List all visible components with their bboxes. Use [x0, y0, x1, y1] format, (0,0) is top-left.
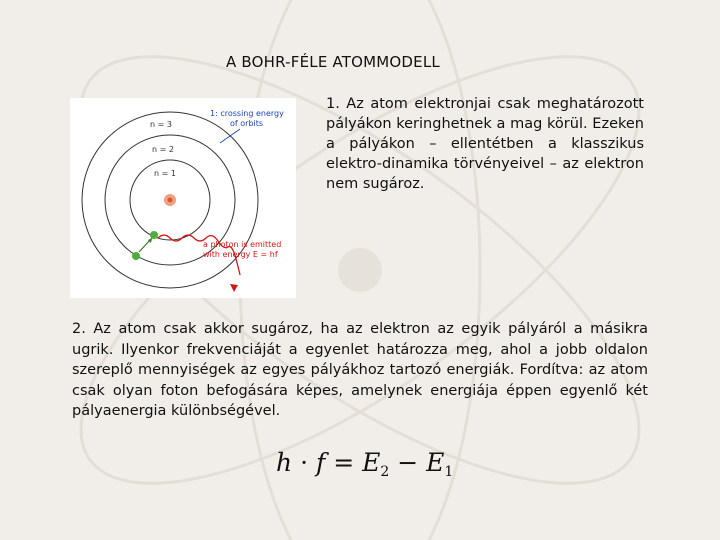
formula-sub-2: 2: [380, 464, 390, 480]
formula-minus: −: [397, 448, 419, 477]
formula-sub-1: 1: [444, 464, 454, 480]
page-title: A BOHR-FÉLE ATOMMODELL: [226, 53, 440, 71]
top-label-line1: 1: crossing energy: [210, 109, 284, 118]
formula-f: f: [315, 448, 326, 477]
formula-e2: E: [362, 448, 381, 477]
orbit-label-n2: n = 2: [152, 145, 174, 154]
electron-upper: [150, 231, 158, 239]
bohr-frequency-formula: [276, 448, 453, 480]
photon-label-line1: a photon is emitted: [203, 240, 282, 249]
formula-e1: E: [426, 448, 445, 477]
photon-arrowhead: [230, 284, 238, 292]
paragraph-2: 2. Az atom csak akkor sugároz, ha az elektron az egyik pályáról a másikra ugrik. Ilyenkor frekvenciáját a egyenlet határozza meg, ahol a jobb oldalon szereplő mennyiségek az egyes pályákhoz tartozó energiák. Fordítva: az atom csak olyan foton befogására képes, amelynek energiája éppen egyenlő két pályaenergia különbségével.: [72, 321, 648, 419]
electron-lower: [132, 252, 140, 260]
top-label-line2: of orbits: [230, 119, 264, 128]
nucleus-core: [168, 198, 173, 203]
paragraph-1: 1. Az atom elektronjai csak meghatározott pályákon keringhetnek a mag körül. Ezeken a pályákon – ellentétben a klasszikus elektro-dinamika törvényeivel – az elektron nem sugároz.: [326, 96, 644, 192]
top-label-arrow: [220, 129, 240, 143]
formula-equals: =: [333, 448, 355, 477]
orbit-label-n1: n = 1: [154, 169, 176, 178]
formula-h: h: [276, 448, 293, 477]
formula-dot: ·: [300, 448, 309, 477]
orbit-label-n3: n = 3: [150, 120, 172, 129]
bohr-model-figure: [70, 98, 296, 298]
photon-label-line2: with energy E = hf: [203, 250, 278, 259]
